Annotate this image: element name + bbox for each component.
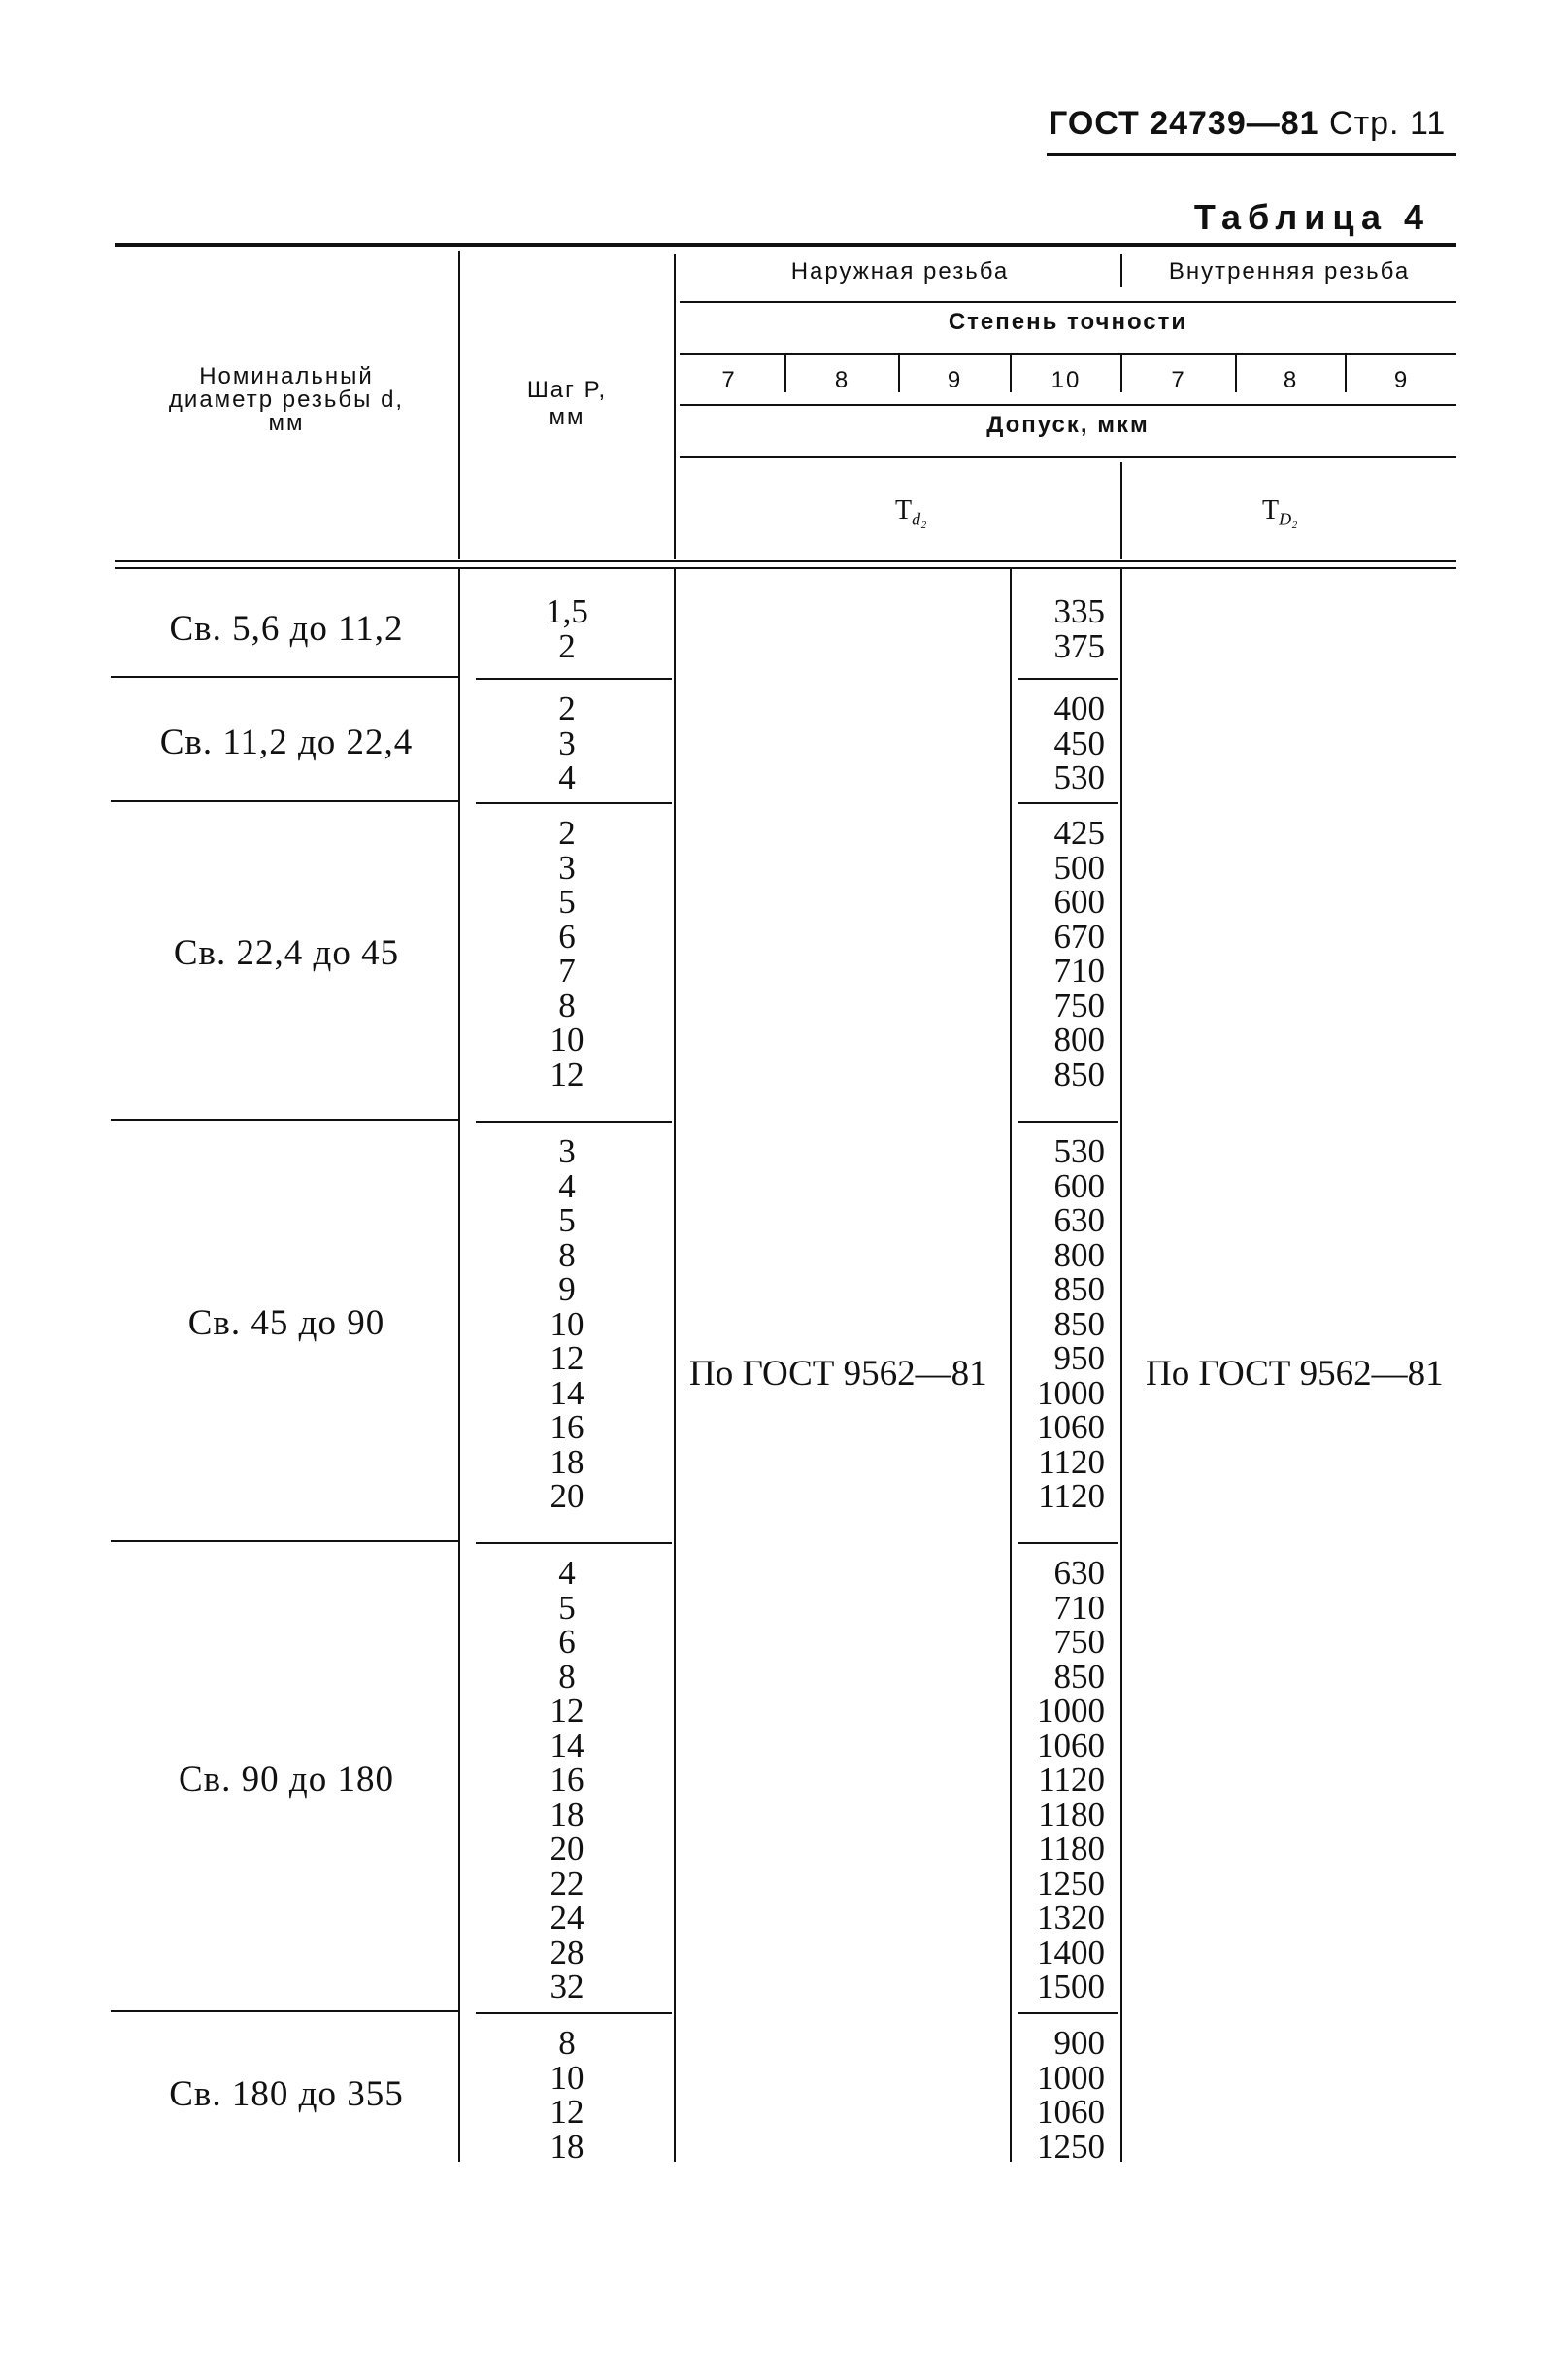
pitch-value: 8 xyxy=(558,1657,576,1696)
pitch-value: 4 xyxy=(558,1166,576,1205)
pitch-value: 12 xyxy=(550,1339,584,1377)
external-thread-header: Наружная резьба xyxy=(790,258,1010,285)
table-title: Таблица 4 xyxy=(1193,197,1430,237)
pitch-value: 24 xyxy=(550,1899,584,1936)
pitch-column xyxy=(460,594,674,663)
td2-value: 400 xyxy=(1053,689,1105,727)
grade-ext-9: 9 xyxy=(947,367,963,393)
td2-value: 1400 xyxy=(1037,1933,1105,1971)
td2-value: 1500 xyxy=(1037,1967,1105,2005)
row-separator-pitch xyxy=(476,802,672,804)
vline-td-divider xyxy=(1120,462,1122,559)
pitch-value: 5 xyxy=(558,1201,576,1239)
pitch-value: 18 xyxy=(550,2127,584,2166)
diameter-header-line3: мм xyxy=(268,410,305,436)
pitch-value: 2 xyxy=(558,689,576,727)
td2-value: 750 xyxy=(1053,986,1105,1025)
diameter-range-label: Св. 22,4 до 45 xyxy=(173,933,400,973)
td2-value: 1120 xyxy=(1038,1442,1105,1481)
vline-pitch-right-header xyxy=(674,254,676,559)
diameter-header-line1: Номинальный xyxy=(199,363,374,389)
row-separator-diameter xyxy=(111,2010,458,2012)
td2-value: 750 xyxy=(1053,1623,1105,1661)
pitch-value: 12 xyxy=(550,2093,584,2131)
td2-value: 850 xyxy=(1053,1657,1105,1696)
pitch-header-line2: мм xyxy=(549,404,585,430)
td2-value: 1060 xyxy=(1037,1408,1105,1446)
pitch-column xyxy=(460,2026,674,2164)
pitch-value: 20 xyxy=(550,1830,584,1867)
pitch-column xyxy=(460,1556,674,2004)
td2-grade10-column xyxy=(1012,816,1105,1092)
doc-number: ГОСТ 24739—81 xyxy=(1049,105,1319,142)
td2-value: 670 xyxy=(1053,917,1105,956)
pitch-value: 12 xyxy=(550,1055,584,1093)
pitch-value: 5 xyxy=(558,883,576,921)
page-number: Стр. 11 xyxy=(1329,105,1447,142)
pitch-value: 1,5 xyxy=(546,592,588,630)
row-separator-grade10 xyxy=(1018,1542,1118,1544)
pitch-value: 14 xyxy=(550,1726,584,1765)
rule-under-thread-type xyxy=(680,301,1456,303)
tD2-subscript: D₂ xyxy=(1279,509,1298,529)
td2-value: 710 xyxy=(1053,1588,1105,1627)
header-bottom-rule-2 xyxy=(115,567,1456,569)
td2-value: 425 xyxy=(1053,814,1105,852)
diameter-range-label: Св. 45 до 90 xyxy=(187,1303,385,1344)
td2-value: 850 xyxy=(1053,1270,1105,1308)
pitch-value: 4 xyxy=(558,1554,576,1592)
td2-grade10-column xyxy=(1012,1134,1105,1514)
td2-value: 530 xyxy=(1053,758,1105,796)
td2-value: 850 xyxy=(1053,1055,1105,1093)
td2-value: 1180 xyxy=(1038,1795,1105,1833)
td2-grade10-column xyxy=(1012,691,1105,795)
internal-thread-header: Внутренняя резьба xyxy=(1168,258,1411,285)
header-underline xyxy=(1047,153,1456,156)
td2-value: 630 xyxy=(1053,1554,1105,1592)
td2-value: 600 xyxy=(1053,883,1105,921)
td2-value: 1250 xyxy=(1037,2127,1105,2166)
td2-value: 500 xyxy=(1053,848,1105,887)
row-separator-diameter xyxy=(111,1540,458,1542)
pitch-value: 2 xyxy=(558,626,576,665)
td2-value: 1000 xyxy=(1037,1692,1105,1730)
row-separator-grade10 xyxy=(1018,678,1118,680)
td2-letter: T xyxy=(895,495,913,525)
pitch-value: 8 xyxy=(558,2024,576,2062)
pitch-header-line1: Шаг P, xyxy=(526,377,608,403)
td2-value: 600 xyxy=(1053,1166,1105,1205)
pitch-value: 8 xyxy=(558,1235,576,1274)
rule-under-grades xyxy=(680,404,1456,406)
grade-int-7: 7 xyxy=(1171,367,1186,393)
external-reference: По ГОСТ 9562—81 xyxy=(689,1354,987,1394)
diameter-range-label: Св. 11,2 до 22,4 xyxy=(159,723,414,763)
td2-value: 1000 xyxy=(1037,1373,1105,1412)
td2-symbol xyxy=(895,495,926,530)
td2-value: 800 xyxy=(1053,1021,1105,1059)
td2-subscript: d₂ xyxy=(912,509,927,529)
td2-value: 1320 xyxy=(1037,1899,1105,1936)
header-bottom-rule-1 xyxy=(115,560,1456,562)
pitch-column xyxy=(460,1134,674,1514)
pitch-value: 9 xyxy=(558,1270,576,1308)
pitch-value: 18 xyxy=(550,1442,584,1481)
row-separator-grade10 xyxy=(1018,1121,1118,1123)
pitch-value: 3 xyxy=(558,723,576,762)
diameter-range-label: Св. 90 до 180 xyxy=(179,1759,394,1799)
row-separator-pitch xyxy=(476,678,672,680)
grade-ext-8: 8 xyxy=(834,367,851,393)
pitch-value: 10 xyxy=(550,1021,584,1059)
pitch-value: 22 xyxy=(550,1864,584,1902)
pitch-value: 5 xyxy=(558,1588,576,1627)
td2-value: 1250 xyxy=(1037,1864,1105,1902)
vline-grade10-right xyxy=(1120,569,1122,2162)
pitch-column xyxy=(460,816,674,1092)
td2-value: 1060 xyxy=(1037,1726,1105,1765)
pitch-value: 2 xyxy=(558,814,576,852)
td2-value: 1180 xyxy=(1038,1830,1105,1867)
pitch-value: 18 xyxy=(550,1795,584,1833)
pitch-value: 20 xyxy=(550,1477,584,1515)
pitch-value: 6 xyxy=(558,917,576,956)
grade-ext-7: 7 xyxy=(721,367,737,393)
row-separator-diameter xyxy=(111,800,458,802)
td2-value: 375 xyxy=(1053,626,1105,665)
pitch-value: 28 xyxy=(550,1933,584,1971)
tD2-symbol xyxy=(1262,495,1297,530)
pitch-value: 8 xyxy=(558,986,576,1025)
td2-value: 1000 xyxy=(1037,2058,1105,2097)
row-separator-diameter xyxy=(111,676,458,678)
diameter-header-line2: диаметр резьбы d, xyxy=(168,387,405,413)
pitch-value: 10 xyxy=(550,2058,584,2097)
row-separator-pitch xyxy=(476,2012,672,2014)
vline-pitch-right xyxy=(674,569,676,2162)
pitch-value: 3 xyxy=(558,848,576,887)
pitch-value: 6 xyxy=(558,1623,576,1661)
td2-value: 335 xyxy=(1053,592,1105,630)
td2-value: 900 xyxy=(1053,2024,1105,2062)
pitch-value: 7 xyxy=(558,952,576,990)
table-top-rule xyxy=(115,243,1456,247)
row-separator-pitch xyxy=(476,1121,672,1123)
pitch-value: 16 xyxy=(550,1408,584,1446)
grade-int-9: 9 xyxy=(1393,367,1410,393)
td2-grade10-column xyxy=(1012,1556,1105,2004)
diameter-range-label: Св. 180 до 355 xyxy=(169,2074,404,2114)
grade-ext-10: 10 xyxy=(1051,367,1082,393)
td2-value: 1120 xyxy=(1038,1761,1105,1799)
diameter-header xyxy=(115,365,458,435)
tD2-letter: T xyxy=(1262,495,1280,525)
rule-under-accuracy xyxy=(680,353,1456,355)
rule-under-tolerance xyxy=(680,456,1456,458)
td2-value: 630 xyxy=(1053,1201,1105,1239)
td2-value: 710 xyxy=(1053,952,1105,990)
pitch-value: 3 xyxy=(558,1132,576,1170)
td2-value: 530 xyxy=(1053,1132,1105,1170)
row-separator-pitch xyxy=(476,1542,672,1544)
td2-value: 450 xyxy=(1053,723,1105,762)
pitch-value: 32 xyxy=(550,1967,584,2005)
pitch-column xyxy=(460,691,674,795)
td2-value: 1120 xyxy=(1038,1477,1105,1515)
row-separator-grade10 xyxy=(1018,2012,1118,2014)
row-separator-grade10 xyxy=(1018,802,1118,804)
pitch-value: 4 xyxy=(558,758,576,796)
row-separator-diameter xyxy=(111,1119,458,1121)
pitch-value: 14 xyxy=(550,1373,584,1412)
td2-value: 950 xyxy=(1053,1339,1105,1377)
diameter-range-label: Св. 5,6 до 11,2 xyxy=(169,608,404,649)
td2-value: 1060 xyxy=(1037,2093,1105,2131)
accuracy-header: Степень точности xyxy=(948,309,1188,335)
pitch-header xyxy=(460,377,674,431)
td2-grade10-column xyxy=(1012,2026,1105,2164)
pitch-value: 12 xyxy=(550,1692,584,1730)
grade-int-8: 8 xyxy=(1283,367,1299,393)
td2-value: 800 xyxy=(1053,1235,1105,1274)
pitch-value: 16 xyxy=(550,1761,584,1799)
internal-reference: По ГОСТ 9562—81 xyxy=(1146,1354,1444,1394)
pitch-value: 10 xyxy=(550,1304,584,1343)
tolerance-header: Допуск, мкм xyxy=(986,412,1150,438)
td2-value: 850 xyxy=(1053,1304,1105,1343)
page-header xyxy=(1049,105,1446,143)
td2-grade10-column xyxy=(1012,594,1105,663)
